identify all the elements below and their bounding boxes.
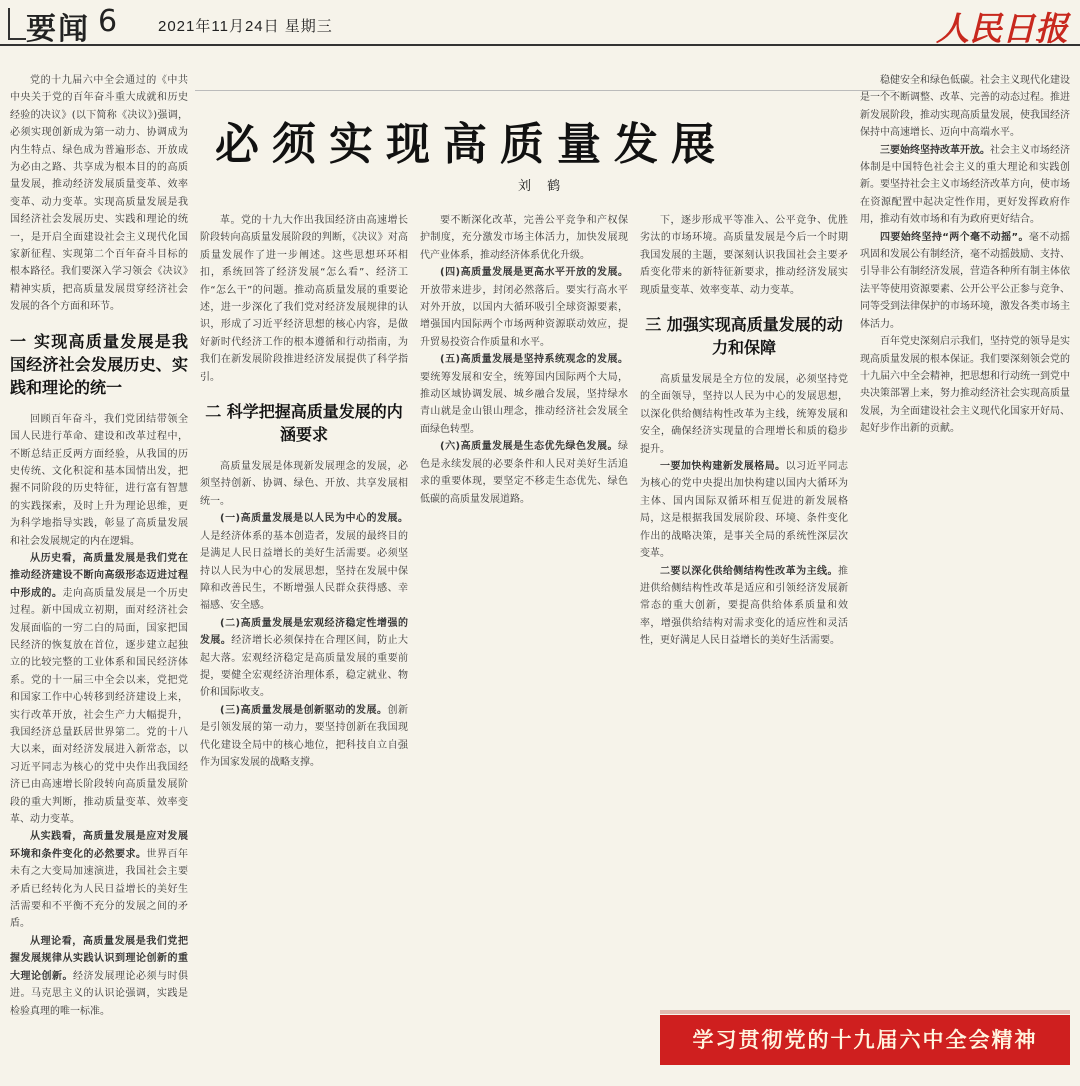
paragraph: 创新是引领发展的第一动力，要坚持创新在我国现代化建设全局中的核心地位，把科技自立自强作为国家发展的战略支撑。 bbox=[200, 704, 408, 768]
section-heading-1: 一 实现高质量发展是我国经济社会发展历史、实践和理论的统一 bbox=[10, 331, 188, 397]
lead-sentence: (一)高质量发展是以人民为中心的发展。 bbox=[220, 513, 408, 525]
paragraph: 高质量发展是体现新发展理念的发展，必须坚持创新、协调、绿色、开放、共享发展相统一。 bbox=[200, 461, 408, 507]
paragraph: 推进供给侧结构性改革是适应和引领经济发展新常态的重大创新，要提高供给体系质量和效率，增强供给结构对需求变化的适应性和灵活性，更好满足人民日益增长的美好生活需要。 bbox=[640, 565, 848, 647]
section-heading-2: 二 科学把握高质量发展的内涵要求 bbox=[205, 402, 403, 445]
paragraph: 高质量发展是全方位的发展，必须坚持党的全面领导，坚持以人民为中心的发展思想，以深化供给侧结构性改革为主线，统筹发展和安全，确保经济实现量的合理增长和质的稳步提升。 bbox=[640, 374, 848, 455]
lead-sentence: (五)高质量发展是坚持系统观念的发展。 bbox=[440, 354, 628, 366]
paragraph: 稳健安全和绿色低碳。社会主义现代化建设是一个不断调整、改革、完善的动态过程。推进新发展阶段，推动实现高质量发展，使我国经济保持中高速增长、迈向中高端水平。 bbox=[860, 75, 1070, 139]
paragraph: 世界百年未有之大变局加速演进，我国社会主要矛盾已经转化为人民日益增长的美好生活需要和不平衡不充分的发展之间的矛盾。 bbox=[10, 848, 188, 930]
lead-sentence: 从实践看，高质量发展是应对发展环境和条件变化的必然要求。 bbox=[10, 831, 188, 860]
article-column-1 bbox=[10, 72, 188, 1082]
lead-sentence: 三要始终坚持改革开放。 bbox=[880, 144, 990, 156]
issue-date: 2021年11月24日 星期三 bbox=[158, 18, 333, 35]
section-bracket bbox=[8, 8, 26, 40]
lead-sentence: (三)高质量发展是创新驱动的发展。 bbox=[220, 704, 388, 716]
paragraph: 走向高质量发展是一个历史过程。新中国成立初期，面对经济社会发展面临的一穷二白的局面，国家把国民经济的恢复放在首位，逐步建立起独立的比较完整的工业体系和国民经济体系。党的十一届三中全会以来，党把党和国家工作中心转移到经济建设上来，实行改革开放，社会生产力大幅提升，我国经济总量跃居世界第二。党的十八大以来，面对经济发展进入新常态，以习近平同志为核心的党中央作出我国经济已由高速增长阶段转向高质量发展阶段的重大判断，推动质量变革、效率变革、动力变革。 bbox=[10, 587, 188, 826]
paragraph: 以习近平同志为核心的党中央提出加快构建以国内大循环为主体、国内国际双循环相互促进的新发展格局，这是根据我国发展阶段、环境、条件变化作出的战略决策，是事关全局的系统性深层次变革。 bbox=[640, 461, 848, 560]
paragraph: 社会主义市场经济体制是中国特色社会主义的重大理论和实践创新。要坚持社会主义市场经济改革方向，使市场在资源配置中起决定性作用，更好发挥政府作用，推动有效市场和有为政府更好结合。 bbox=[860, 144, 1070, 226]
banner-shadow bbox=[660, 1010, 1070, 1014]
paragraph: 经济增长必须保持在合理区间，防止大起大落。宏观经济稳定是高质量发展的重要前提，要健全宏观经济治理体系，稳定就业、物价和国际收支。 bbox=[200, 635, 408, 699]
campaign-banner: 学习贯彻党的十九届六中全会精神 bbox=[660, 1015, 1070, 1065]
lead-sentence: 四要始终坚持“两个毫不动摇”。 bbox=[880, 231, 1029, 243]
article-column-4 bbox=[640, 212, 848, 1002]
paragraph: 要不断深化改革，完善公平竞争和产权保护制度，充分激发市场主体活力，加快发展现代产业体系，推动经济体系优化升级。 bbox=[420, 215, 628, 261]
paragraph: 绿色是永续发展的必要条件和人民对美好生活追求的重要体现，要坚定不移走生态优先、绿色低碳的高质量发展道路。 bbox=[420, 441, 628, 505]
paragraph: 革。党的十九大作出我国经济由高速增长阶段转向高质量发展阶段的判断，《决议》对高质量发展作了进一步阐述。这些思想环环相扣，系统回答了经济发展“怎么看”、经济工作“怎么干”的问题。推动高质量发展的重要论述，进一步深化了我们党对经济发展规律的认识，形成了习近平经济思想的核心内容，是做好新时代经济工作的根本遵循和行动指南，为我们在新发展阶段推进经济发展提供了科学指引。 bbox=[200, 215, 408, 383]
intro-paragraph: 党的十九届六中全会通过的《中共中央关于党的百年奋斗重大成就和历史经验的决议》(以下简称《决议》)强调，必须实现创新成为第一动力、协调成为内生特点、绿色成为普遍形态、开放成为必由之路、共享成为根本目的的高质量发展，推动经济发展质量变革、效率变革、动力变革。实现高质量发展是我国经济社会发展历史、实践和理论的统一，是开启全面建设社会主义现代化国家新征程、实现第二个百年奋斗目标的根本路径。我们要深入学习领会《决议》精神实质，把高质量发展贯穿经济社会发展的各个方面和环节。 bbox=[10, 75, 188, 313]
lead-sentence: (二)高质量发展是宏观经济稳定性增强的发展。 bbox=[200, 617, 408, 647]
lead-sentence: 从理论看，高质量发展是我们党把握发展规律从实践认识到理论创新的重大理论创新。 bbox=[10, 935, 188, 982]
paragraph: 要统筹发展和安全，统筹国内国际两个大局，推动区域协调发展、城乡融合发展，坚持绿水青山就是金山银山理念，推动经济社会发展全面绿色转型。 bbox=[420, 371, 628, 435]
paragraph: 回顾百年奋斗，我们党团结带领全国人民进行革命、建设和改革过程中，不断总结正反两方面经验，从我国的历史传统、文化积淀和基本国情出发，把握不同阶段的历史特征，进行富有智慧的实践探索，及时上升为理论思维，更为科学地指导实践，彰显了高质量发展和社会发展规定的内在逻辑。 bbox=[10, 413, 188, 547]
article-title: 必须实现高质量发展 bbox=[215, 119, 728, 170]
paragraph: 下，逐步形成平等准入、公平竞争、优胜劣汰的市场环境。高质量发展是今后一个时期我国发展的主题，要深刻认识我国社会主要矛盾变化带来的新特征新要求，推动经济发展实现质量变革、效率变革、动力变革。 bbox=[640, 215, 848, 296]
lead-sentence: 一要加快构建新发展格局。 bbox=[660, 461, 786, 473]
article-column-3 bbox=[420, 212, 628, 1082]
lead-sentence: 从历史看，高质量发展是我们党在推动经济建设不断向高级形态迈进过程中形成的。 bbox=[10, 552, 188, 599]
section-name: 要闻 bbox=[26, 12, 90, 47]
paragraph: 开放带来进步，封闭必然落后。要实行高水平对外开放，以国内大循环吸引全球资源要素，增强国内国际两个市场两种资源联动效应，提升贸易投资合作质量和水平。 bbox=[420, 284, 628, 348]
article-author: 刘 鹤 bbox=[518, 179, 567, 194]
article-column-2 bbox=[200, 212, 408, 1082]
paragraph: 毫不动摇巩固和发展公有制经济，毫不动摇鼓励、支持、引导非公有制经济发展，营造各种所有制主体依法平等使用资源要素、公开公平公正参与竞争、同等受到法律保护的市场环境，激发各类市场主体活力。 bbox=[860, 231, 1070, 330]
masthead bbox=[0, 0, 1080, 46]
newspaper-logo: 人民日报 bbox=[936, 9, 1068, 48]
lead-sentence: (六)高质量发展是生态优先绿色发展。 bbox=[440, 441, 618, 453]
paragraph: 百年党史深刻启示我们，坚持党的领导是实现高质量发展的根本保证。我们要深刻领会党的十九届六中全会精神，把思想和行动统一到党中央决策部署上来，努力推动经济社会实现高质量发展，为全面建设社会主义现代化国家开好局、起好步作出新的贡献。 bbox=[860, 336, 1070, 435]
page-number: 6 bbox=[98, 4, 118, 39]
section-heading-3: 三 加强实现高质量发展的动力和保障 bbox=[645, 315, 843, 358]
lead-sentence: (四)高质量发展是更高水平开放的发展。 bbox=[440, 267, 628, 279]
paragraph: 人是经济体系的基本创造者，发展的最终目的是满足人民日益增长的美好生活需要。必须坚持以人民为中心的发展思想，坚持在发展中保障和改善民生，不断增强人民群众获得感、幸福感、安全感。 bbox=[200, 530, 408, 612]
paragraph: 经济发展理论必须与时俱进。马克思主义的认识论强调，实践是检验真理的唯一标准。 bbox=[10, 970, 188, 1017]
lead-sentence: 二要以深化供给侧结构性改革为主线。 bbox=[660, 565, 838, 577]
article-column-5 bbox=[860, 72, 1070, 1002]
